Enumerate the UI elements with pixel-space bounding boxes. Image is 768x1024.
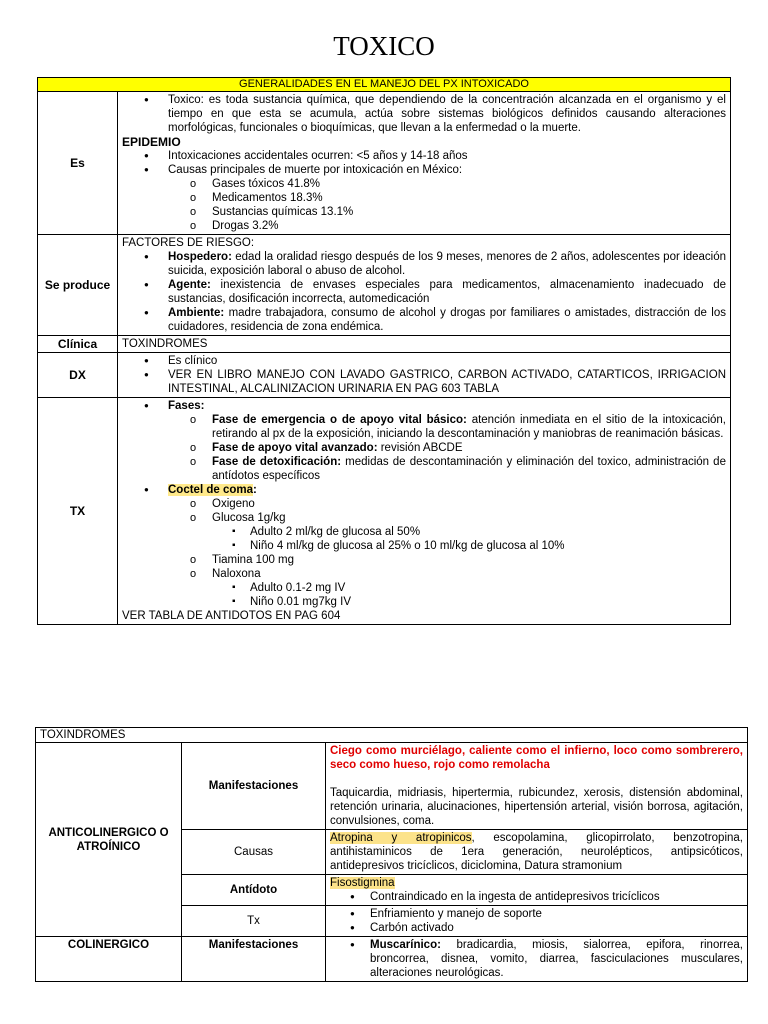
list-item: o Tiamina 100 mg xyxy=(122,553,726,567)
list-item: ● VER EN LIBRO MANEJO CON LAVADO GASTRICO, CARBON ACTIVADO, CATARTICOS, IRRIGACION INTESTINAL, ALCALINIZACION URINARIA EN PAG 603 TABLA xyxy=(122,368,726,396)
list-item: ▪ Niño 4 ml/kg de glucosa al 25% o 10 ml/kg de glucosa al 10% xyxy=(122,539,726,553)
causas-body: , escopolamina, glicopirrolato, benzotropina, antihistaminicos de 1era generación, neurolépticos, antipsicóticos, antidepresivos tricíclicos, diciclomina, Datura stramonium xyxy=(330,832,743,872)
term: Ambiente: xyxy=(168,307,225,319)
sub-label-manifestaciones: Manifestaciones xyxy=(182,743,326,830)
list-item xyxy=(122,441,726,455)
coctel-colon: : xyxy=(253,484,257,496)
sub-label-antidoto: Antídoto xyxy=(182,875,326,906)
list-item: ● Causas principales de muerte por intoxicación en México: xyxy=(122,163,726,177)
list-item: o Glucosa 1g/kg xyxy=(122,511,726,525)
coctel-label: Coctel de coma xyxy=(168,484,253,496)
sub-label-causas: Causas xyxy=(182,830,326,875)
row-anticolinergico-manifestaciones xyxy=(36,743,748,830)
toxindromes-table xyxy=(35,727,748,982)
general-management-table xyxy=(37,77,731,625)
row-dx xyxy=(38,353,731,398)
list-item: o Drogas 3.2% xyxy=(122,219,726,233)
coctel-item xyxy=(122,483,726,497)
row-label-dx: DX xyxy=(38,353,118,398)
list-item xyxy=(122,278,726,306)
term-text: edad la oralidad riesgo después de los 9 meses, menores de 2 años, adolescentes por ideación suicida, exposición laboral o abuso de alcohol. xyxy=(168,251,726,277)
list-item: ● Es clínico xyxy=(122,354,726,368)
row-colinergico xyxy=(36,937,748,982)
row-tx xyxy=(38,398,731,625)
toxindromes-header: TOXINDROMES xyxy=(36,728,748,743)
list-item: ● Contraindicado en la ingesta de antidepresivos tricíclicos xyxy=(330,890,743,904)
list-item: ▪ Niño 0.01 mg7kg IV xyxy=(122,595,726,609)
mnemonic-text: Ciego como murciélago, caliente como el infierno, loco como sombrerero, seco como hueso, rojo como remolacha xyxy=(330,745,743,771)
row-label-tx: TX xyxy=(38,398,118,625)
term-text: bradicardia, miosis, sialorrea, epifora, rinorrea, broncorrea, disnea, vomito, diarrea, fasciculaciones musculares, alteraciones neurológicas. xyxy=(370,939,743,979)
term-text: inexistencia de envases especiales para medicamentos, almacenamiento inadecuado de sustancias, dosificación incorrecta, automedicación xyxy=(168,279,726,305)
clinica-text: TOXINDROMES xyxy=(118,336,731,353)
sub-label-tx: Tx xyxy=(182,906,326,937)
list-item: ● Enfriamiento y manejo de soporte xyxy=(330,907,743,921)
term: Agente: xyxy=(168,279,211,291)
row-label-colinergico: COLINERGICO xyxy=(36,937,182,982)
antidoto-highlight: Fisostigmina xyxy=(330,877,395,889)
manifestaciones-text: Taquicardia, midriasis, hipertermia, rubicundez, xerosis, distensión abdominal, retención urinaria, alucinaciones, hipertensión arterial, visión borrosa, agitación, convulsiones, coma. xyxy=(330,787,743,827)
term: Fase de apoyo vital avanzado: xyxy=(212,442,378,454)
fases-label: ● Fases: xyxy=(122,399,726,413)
list-item xyxy=(122,413,726,441)
term-text: atención inmediata en el sitio de la intoxicación, retirando al px de la exposición, iniciando la descontaminación y maniobras de reanimación básicas. xyxy=(212,414,726,440)
list-item: o Naloxona xyxy=(122,567,726,581)
row-se-produce xyxy=(38,235,731,336)
term-text: madre trabajadora, consumo de alcohol y drogas por familiares o amistades, distracción de los cuidadores, residencia de zona endémica. xyxy=(168,307,726,333)
list-item: o Oxigeno xyxy=(122,497,726,511)
list-item: ● Intoxicaciones accidentales ocurren: <5 años y 14-18 años xyxy=(122,149,726,163)
term-text: medidas de descontaminación y eliminación del toxico, administración de antídotos específicos xyxy=(212,456,726,482)
causas-text xyxy=(326,830,748,875)
term: Fase de emergencia o de apoyo vital básico: xyxy=(212,414,467,426)
row-label-se-produce: Se produce xyxy=(38,235,118,336)
row-label-clinica: Clínica xyxy=(38,336,118,353)
list-item xyxy=(122,306,726,334)
list-item: ● Carbón activado xyxy=(330,921,743,935)
epidemio-heading: EPIDEMIO xyxy=(122,135,181,149)
list-item: o Sustancias químicas 13.1% xyxy=(122,205,726,219)
page-title: TOXICO xyxy=(333,31,435,61)
table-header: GENERALIDADES EN EL MANEJO DEL PX INTOXICADO xyxy=(38,78,731,92)
sub-label-manifestaciones: Manifestaciones xyxy=(182,937,326,982)
list-item: ▪ Adulto 0.1-2 mg IV xyxy=(122,581,726,595)
term: Hospedero: xyxy=(168,251,232,263)
antidotes-footer: VER TABLA DE ANTIDOTOS EN PAG 604 xyxy=(122,610,341,622)
list-item: ▪ Adulto 2 ml/kg de glucosa al 50% xyxy=(122,525,726,539)
definition-text: ● Toxico: es toda sustancia química, que dependiendo de la concentración alcanzada en el organismo y el tiempo en que esta se acumula, actúa sobre sistemas biológicos definidos causando alteraciones morfológicas, funcionales o bioquímicas, que llevan a la enfermedad o la muerte. xyxy=(122,93,726,135)
list-item: o Medicamentos 18.3% xyxy=(122,191,726,205)
list-item xyxy=(122,250,726,278)
row-es xyxy=(38,92,731,235)
list-item xyxy=(122,455,726,483)
row-clinica xyxy=(38,336,731,353)
term: Fase de detoxificación: xyxy=(212,456,342,468)
risk-factors-heading: FACTORES DE RIESGO: xyxy=(122,237,255,249)
row-label-es: Es xyxy=(38,92,118,235)
term: Muscarínico: xyxy=(370,939,441,951)
list-item: o Gases tóxicos 41.8% xyxy=(122,177,726,191)
causas-highlight: Atropina y atropinicos xyxy=(330,832,472,844)
row-label-anticolinergico: ANTICOLINERGICO O ATROÍNICO xyxy=(36,743,182,937)
term-text: revisión ABCDE xyxy=(377,442,463,454)
list-item xyxy=(330,938,743,980)
